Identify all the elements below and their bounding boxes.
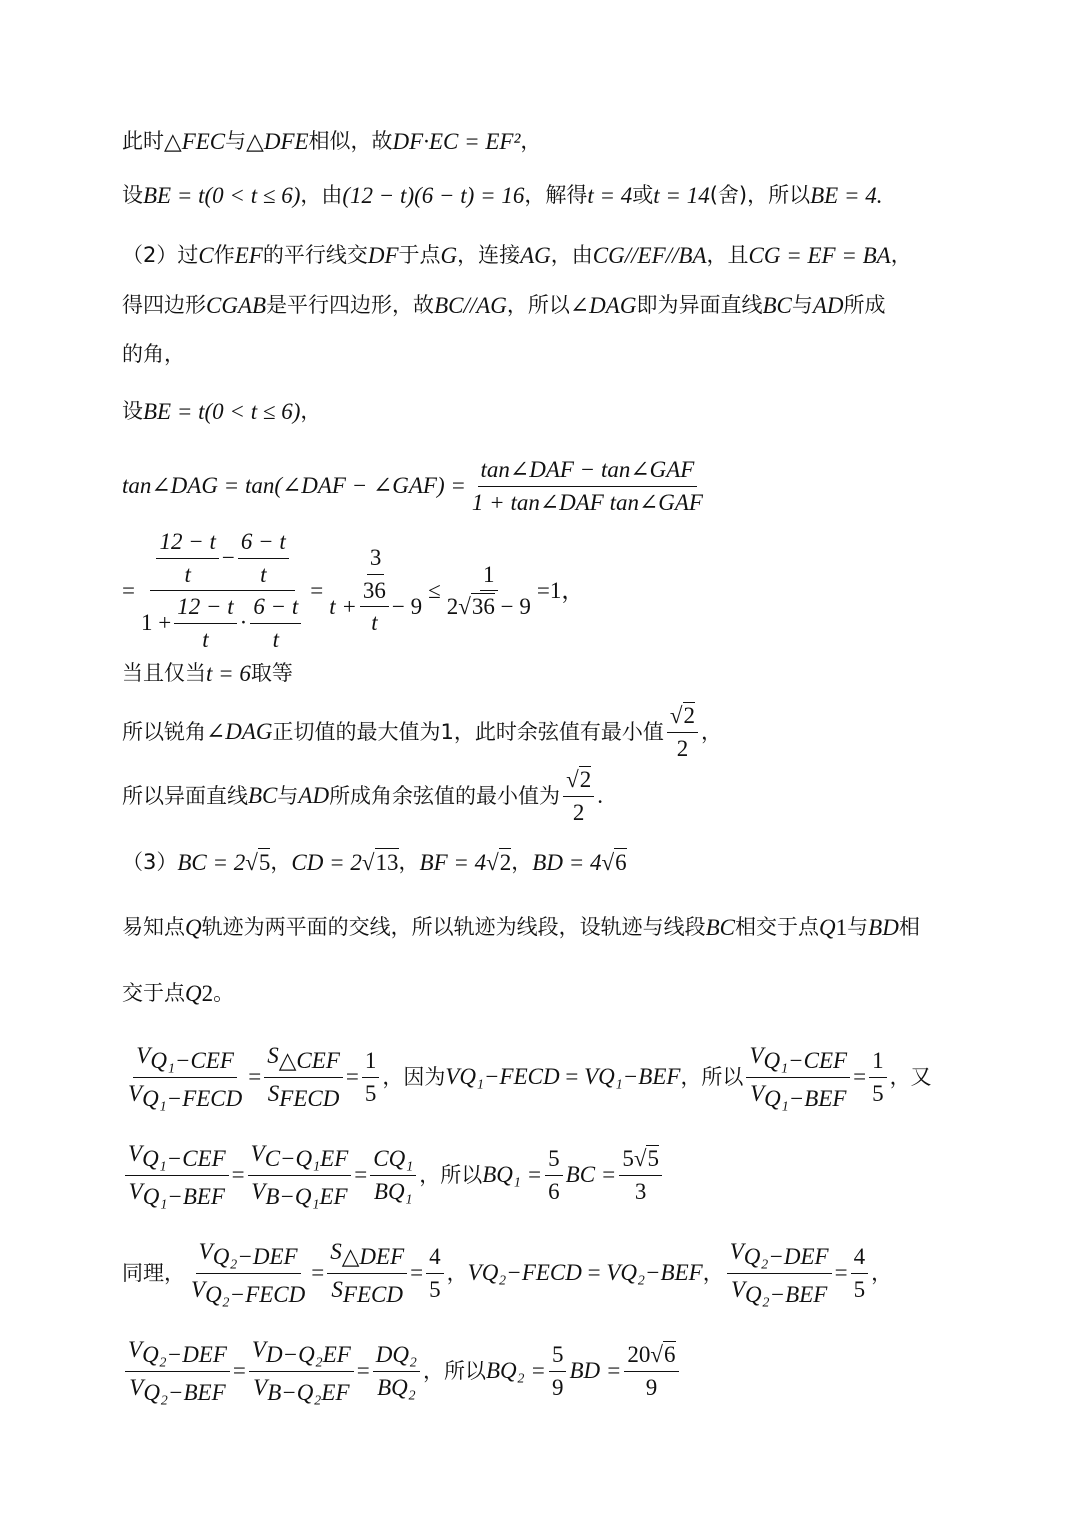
denominator: 1 + tan∠DAF tan∠GAF — [471, 489, 703, 515]
math: V — [128, 1080, 143, 1106]
radicand: 6 — [615, 850, 627, 875]
math: G — [440, 243, 458, 268]
numerator: 6 − t — [238, 528, 289, 559]
fraction — [370, 1145, 416, 1205]
math: AD — [298, 783, 330, 809]
equals: = — [581, 1260, 607, 1286]
radicand: 2 — [499, 850, 512, 875]
text: 相交于点 — [735, 915, 820, 940]
math: (12 − t)(6 − t) = 16 — [342, 183, 525, 208]
fraction — [174, 593, 236, 653]
text: （2）过 — [122, 243, 199, 268]
fraction — [727, 1238, 832, 1309]
denominator: 6 — [548, 1178, 560, 1204]
subscript: △CEF — [278, 1048, 340, 1074]
math: Q — [819, 915, 836, 940]
subscript: Q₁−FECD — [142, 1085, 243, 1111]
text: 所成 — [843, 293, 886, 318]
subscript: Q₂−DEF — [743, 1244, 829, 1270]
text: ，所以 — [680, 1064, 744, 1089]
numerator: 4 — [851, 1243, 869, 1274]
fraction — [444, 561, 534, 621]
subscript: Q₁−CEF — [142, 1146, 226, 1172]
equals: = — [410, 1260, 424, 1286]
numerator — [150, 528, 294, 591]
math: t + — [329, 594, 357, 620]
numerator — [619, 1145, 662, 1176]
text: 的角， — [122, 342, 185, 366]
equals: = — [231, 1162, 245, 1188]
math: V — [250, 1141, 265, 1166]
text: 与 — [277, 783, 299, 808]
radicand: 2 — [579, 767, 592, 792]
numerator: 6 − t — [250, 593, 301, 624]
text: ，解得 — [524, 183, 588, 208]
denominator — [326, 575, 425, 637]
math: BC — [762, 293, 792, 318]
subscript: B−Q₂EF — [267, 1379, 350, 1405]
text: 是平行四边形，故 — [266, 293, 435, 318]
math: V — [128, 1141, 143, 1166]
denominator: t — [202, 626, 209, 652]
radicand: 13 — [375, 850, 399, 875]
fraction — [869, 1047, 887, 1107]
math: △FEC — [164, 129, 226, 154]
math: · — [239, 610, 248, 636]
math: BE = t(0 < t ≤ 6) — [143, 183, 301, 208]
math: − 9 — [391, 594, 423, 620]
math: EF — [234, 243, 263, 268]
line-4 — [122, 292, 886, 320]
sqrt-icon: √ — [601, 849, 615, 875]
comma: ， — [446, 1260, 468, 1285]
fraction — [624, 1341, 678, 1401]
equals: = — [248, 1064, 262, 1090]
fraction — [545, 1145, 563, 1205]
fraction — [469, 456, 706, 516]
text: 于点 — [398, 243, 441, 268]
numerator — [667, 702, 698, 733]
text: ，连接 — [457, 243, 521, 268]
numerator: 12 − t — [174, 593, 236, 624]
text: 当且仅当 — [122, 661, 206, 686]
text: 正切值的最大值为1，此时余弦值有最小值 — [272, 719, 664, 744]
math: t = 6 — [206, 661, 251, 686]
equation-simplify — [122, 528, 584, 653]
line-7 — [122, 660, 293, 688]
fraction — [746, 1042, 850, 1113]
fraction — [248, 1140, 352, 1211]
subscript: Q₁−FECD — [459, 1064, 560, 1090]
math: BE = 4. — [810, 183, 883, 208]
text: 交于点 — [122, 981, 185, 1006]
subscript: FECD — [279, 1085, 340, 1111]
sqrt-icon: √ — [650, 1342, 663, 1368]
math: ∠DAG — [206, 719, 273, 745]
math: BQ₂ = — [486, 1358, 546, 1384]
line-12 — [122, 980, 234, 1008]
sqrt-icon: √ — [669, 703, 683, 728]
math: V — [253, 1374, 268, 1400]
text: ，且 — [706, 243, 749, 268]
subscript: Q₁−BEF — [764, 1085, 847, 1111]
equals: = — [232, 1358, 246, 1384]
comma: ， — [702, 1260, 724, 1285]
denominator: 5 — [364, 1080, 377, 1106]
numerator: 5 — [545, 1145, 563, 1176]
math: V — [750, 1080, 765, 1106]
fraction — [125, 1042, 245, 1113]
math: BC — [705, 915, 736, 940]
subscript: △DEF — [341, 1244, 405, 1270]
math: AD — [812, 293, 844, 318]
numerator: 36 — [360, 577, 389, 608]
text: (舍)，所以 — [709, 183, 811, 208]
math: V — [128, 1178, 143, 1204]
math: V — [136, 1043, 151, 1068]
numerator: 1 — [362, 1047, 380, 1078]
math: CGAB — [206, 293, 267, 318]
math: V — [251, 1337, 266, 1362]
text: 同理， — [122, 1260, 185, 1285]
math: = — [310, 577, 324, 603]
fraction — [563, 766, 594, 826]
math: Q — [185, 981, 202, 1006]
text: 与 — [791, 293, 813, 318]
text: 与 — [847, 915, 869, 940]
text: 所以异面直线 — [122, 783, 248, 808]
equals: = — [834, 1260, 848, 1286]
text: ， — [520, 129, 542, 154]
fraction — [238, 528, 289, 588]
text: 即为异面直线 — [636, 293, 763, 318]
text: ， — [890, 243, 912, 268]
subscript: Q₂−BEF — [745, 1281, 828, 1307]
line-2 — [122, 182, 882, 210]
math: CG//EF//BA — [592, 243, 707, 268]
line-10 — [122, 848, 627, 877]
radicand: 2 — [683, 703, 696, 728]
radicand: 6 — [664, 1342, 676, 1368]
math: S — [267, 1043, 279, 1068]
math: ≤ — [428, 577, 441, 603]
subscript: Q₁−CEF — [763, 1048, 848, 1074]
math: V — [467, 1260, 482, 1286]
fraction — [549, 1341, 567, 1401]
line-8 — [122, 702, 722, 762]
subscript: Q₂−FECD — [481, 1260, 582, 1286]
subscript: Q₂−FECD — [205, 1281, 306, 1307]
denominator: 5 — [429, 1276, 441, 1302]
sqrt-icon: √ — [361, 849, 375, 875]
fraction — [125, 1140, 229, 1211]
equals: = — [853, 1064, 867, 1090]
math: S — [331, 1276, 343, 1302]
math: BE = t(0 < t ≤ 6) — [143, 399, 301, 424]
text: ， — [300, 399, 322, 424]
line-6 — [122, 398, 321, 426]
numerator: 5 — [549, 1341, 567, 1372]
subscript: Q₁−BEF — [142, 1183, 225, 1209]
text: 所以锐角 — [122, 719, 206, 744]
subscript: Q₂−BEF — [620, 1260, 703, 1286]
sqrt-icon: √ — [245, 849, 258, 875]
subscript: Q₁−CEF — [150, 1048, 234, 1074]
denominator: 5 — [853, 1276, 866, 1302]
equation-volume-ratio-3 — [122, 1238, 892, 1309]
text: ，由 — [550, 243, 593, 268]
subscript: Q₂−DEF — [212, 1244, 298, 1270]
subscript: 2 — [201, 981, 214, 1006]
equals: = — [559, 1064, 585, 1090]
math: tan∠DAG = tan(∠DAF − ∠GAF) = — [122, 473, 466, 499]
denominator: 5 — [872, 1080, 884, 1106]
math: V — [251, 1178, 266, 1204]
text: ，又 — [889, 1064, 932, 1089]
text: 相似，故 — [308, 129, 393, 154]
text: ，所以 — [423, 1358, 486, 1383]
radicand: 5 — [647, 1146, 659, 1172]
text: ， — [270, 849, 292, 874]
text: ，因为 — [382, 1064, 446, 1089]
denominator: 2 — [572, 799, 585, 825]
fraction — [362, 1047, 380, 1107]
subscript: D−Q₂EF — [265, 1342, 351, 1368]
math: △DFE — [246, 129, 309, 154]
math: DF·EC = EF² — [392, 129, 521, 154]
math: = — [122, 577, 135, 603]
text: 得四边形 — [122, 293, 206, 318]
math: CD = 2 — [291, 849, 362, 875]
math: 5 — [622, 1146, 634, 1172]
denominator: t — [371, 610, 378, 636]
math: − 9 — [500, 594, 531, 620]
subscript: Q₂−DEF — [142, 1342, 227, 1368]
equation-tan-difference — [122, 456, 709, 516]
sqrt-icon: √ — [486, 849, 499, 875]
numerator: 12 − t — [156, 528, 218, 559]
math: S — [330, 1239, 342, 1264]
equals: = — [356, 1358, 370, 1384]
text: 相 — [898, 915, 920, 940]
line-1 — [122, 128, 541, 156]
fraction — [426, 1243, 444, 1303]
denominator: BQ₂ — [377, 1374, 416, 1400]
math: =1， — [536, 577, 585, 603]
equals: = — [345, 1064, 359, 1090]
denominator: 2 — [676, 735, 689, 761]
math: C — [198, 243, 214, 268]
fraction — [249, 1336, 354, 1407]
math: . — [597, 783, 603, 809]
equals: = — [311, 1260, 325, 1286]
complex-fraction — [138, 528, 307, 653]
text: 或 — [632, 183, 654, 208]
subscript: B−Q₁EF — [265, 1183, 348, 1209]
math: V — [129, 1374, 144, 1400]
math: V — [749, 1043, 764, 1068]
text: ， — [701, 719, 723, 744]
line-5 — [122, 342, 185, 367]
math: CG = EF = BA — [748, 243, 891, 268]
fraction — [373, 1341, 420, 1401]
text: （3） — [122, 849, 178, 874]
equation-volume-ratio-4 — [122, 1336, 682, 1407]
math: 2 — [446, 594, 459, 620]
radicand: 5 — [258, 850, 271, 875]
math: BQ₁ = — [482, 1162, 543, 1188]
equals: = — [354, 1162, 368, 1188]
math: V — [191, 1276, 206, 1302]
fraction — [250, 593, 301, 653]
denominator — [444, 591, 534, 621]
line-9 — [122, 766, 603, 826]
math: BC = 2 — [177, 849, 246, 875]
sqrt-icon: √ — [458, 594, 471, 620]
fraction — [188, 1238, 308, 1309]
math: 20 — [627, 1342, 651, 1368]
fraction — [156, 528, 218, 588]
math: V — [606, 1260, 621, 1286]
numerator: DQ₂ — [373, 1341, 420, 1372]
math: BD — [868, 915, 899, 940]
equation-volume-ratio-1 — [122, 1042, 932, 1113]
fraction — [326, 544, 425, 637]
text: 设 — [122, 183, 143, 208]
math: BC — [248, 783, 278, 809]
math: BD = — [569, 1358, 622, 1384]
text: ， — [511, 849, 533, 874]
equation-volume-ratio-2 — [122, 1140, 665, 1211]
text: 轨迹为两平面的交线，所以轨迹为线段，设轨迹与线段 — [201, 915, 706, 940]
math: V — [584, 1064, 599, 1090]
math: V — [730, 1276, 746, 1302]
text: 作 — [213, 243, 235, 268]
fraction — [264, 1042, 343, 1113]
radicand: 36 — [471, 594, 495, 620]
math: − — [221, 545, 235, 571]
fraction — [619, 1145, 662, 1205]
fraction — [851, 1243, 869, 1303]
subscript: C−Q₁EF — [264, 1146, 349, 1172]
denominator — [138, 591, 307, 653]
math: BF = 4 — [419, 849, 487, 875]
text: 的平行线交 — [262, 243, 368, 268]
fraction — [360, 577, 389, 637]
denominator: 9 — [551, 1374, 564, 1400]
subscript: Q₂−BEF — [143, 1379, 226, 1405]
text: 。 — [213, 981, 235, 1006]
line-11 — [122, 914, 920, 942]
numerator: 1 — [480, 561, 498, 592]
text: ，所以 — [506, 293, 570, 318]
math: t = 14 — [653, 183, 710, 208]
math: V — [198, 1239, 213, 1264]
numerator: CQ₁ — [370, 1145, 416, 1176]
numerator — [624, 1341, 678, 1372]
sqrt-icon: √ — [633, 1146, 647, 1172]
text: 取等 — [250, 661, 293, 686]
denominator: BQ₁ — [373, 1178, 413, 1204]
math: V — [445, 1064, 460, 1090]
math: AG — [520, 243, 551, 268]
fraction — [667, 702, 698, 762]
numerator: 3 — [367, 544, 385, 575]
math: DF — [367, 243, 399, 268]
math: V — [128, 1337, 143, 1362]
sqrt-icon: √ — [566, 767, 579, 792]
math: V — [729, 1239, 744, 1264]
math: t = 4 — [587, 183, 633, 208]
denominator: t — [184, 561, 191, 587]
math: Q — [185, 915, 202, 940]
text: ， — [398, 849, 420, 874]
text: ，由 — [300, 183, 343, 208]
text: ， — [871, 1260, 893, 1285]
text: 此时 — [122, 129, 164, 154]
text: ，所以 — [419, 1162, 483, 1187]
text: 与 — [225, 129, 247, 154]
denominator: 9 — [645, 1374, 658, 1400]
numerator: 1 — [869, 1047, 887, 1078]
math: BC//AG — [434, 293, 507, 318]
fraction — [125, 1336, 230, 1407]
math: BC = — [565, 1162, 617, 1188]
math: S — [267, 1080, 280, 1106]
math: 1 + — [140, 610, 172, 636]
math: ∠DAG — [569, 293, 637, 318]
text: 设 — [122, 399, 143, 424]
numerator: 4 — [426, 1243, 444, 1274]
denominator: t — [272, 626, 279, 652]
denominator: t — [260, 561, 267, 587]
text: 易知点 — [122, 915, 185, 940]
line-3 — [122, 242, 912, 270]
denominator: 3 — [634, 1178, 647, 1204]
numerator: tan∠DAF − tan∠GAF — [478, 456, 698, 487]
fraction — [327, 1238, 407, 1309]
subscript: FECD — [342, 1281, 403, 1307]
numerator — [563, 766, 594, 797]
text: 所成角余弦值的最小值为 — [329, 783, 561, 808]
subscript: 1 — [835, 915, 848, 940]
math: BD = 4 — [532, 849, 602, 875]
subscript: Q₁−BEF — [598, 1064, 681, 1090]
